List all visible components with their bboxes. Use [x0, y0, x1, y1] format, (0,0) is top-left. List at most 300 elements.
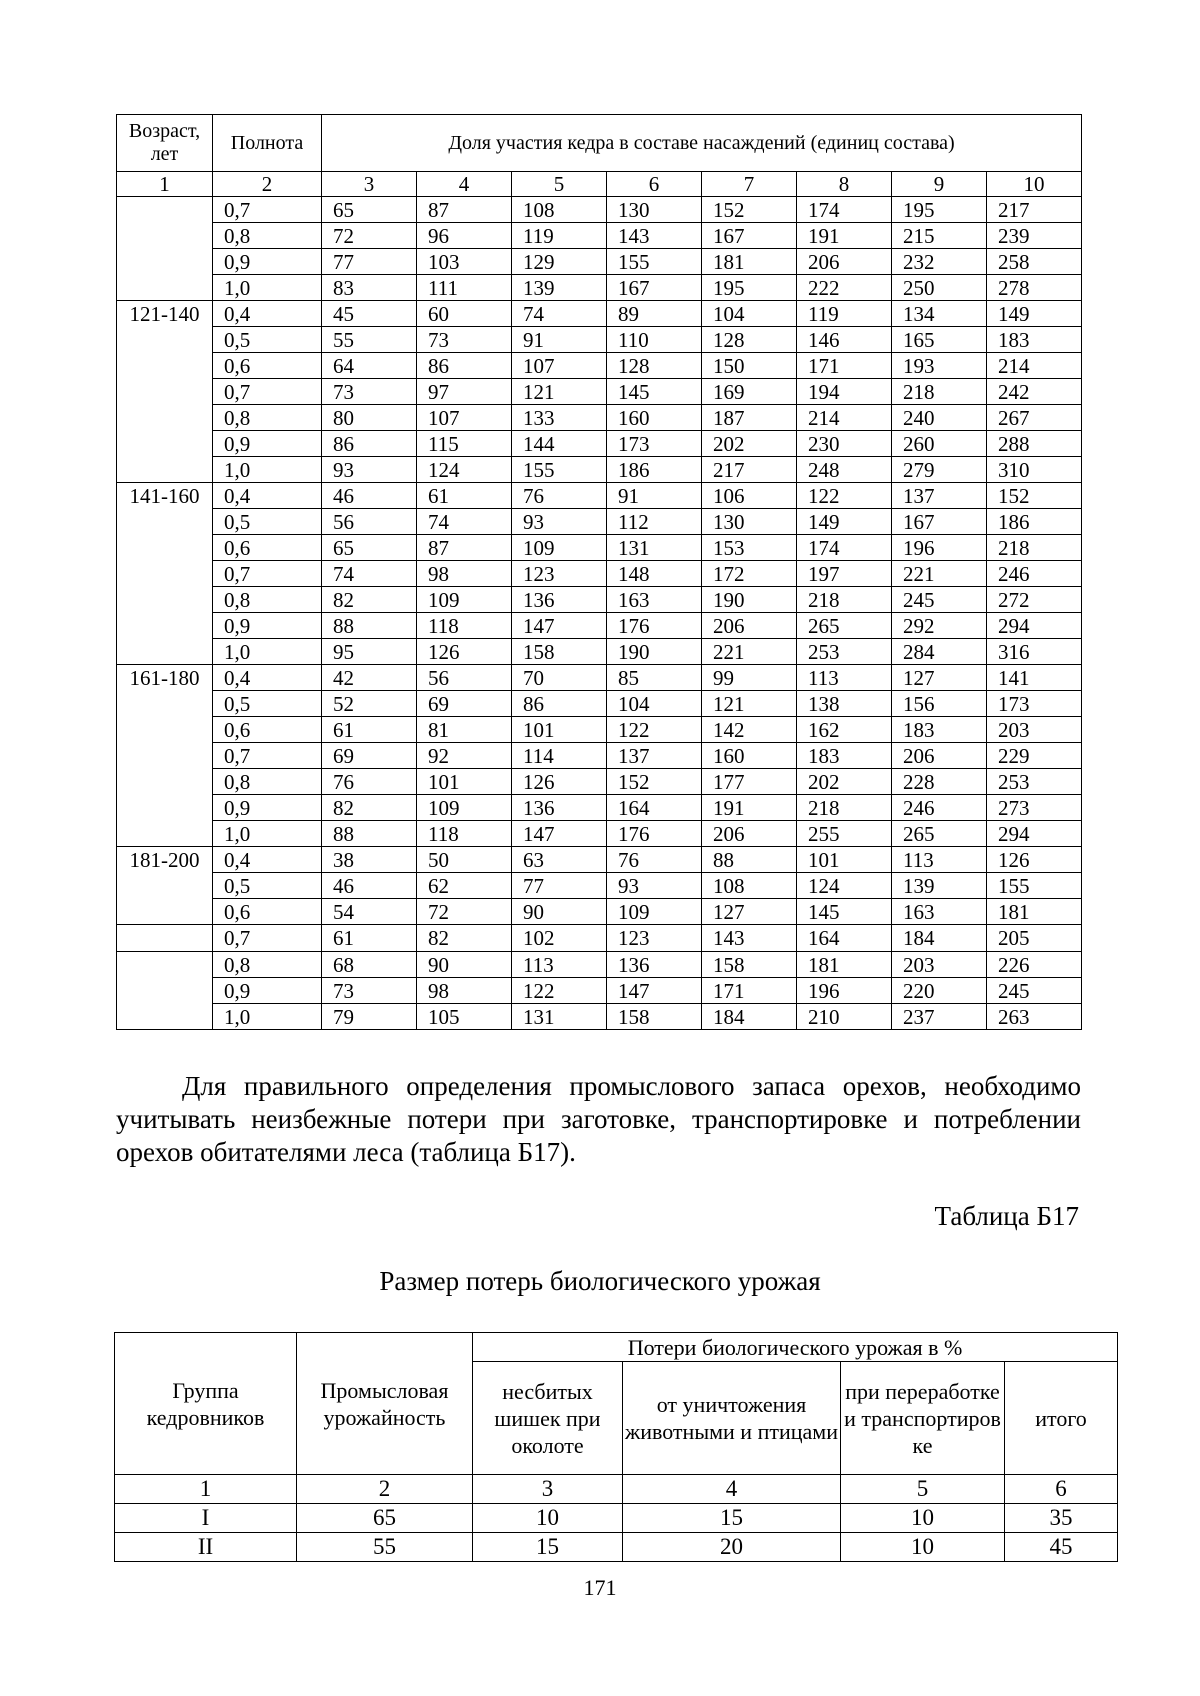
value-cell: 217	[702, 457, 797, 483]
header-animals: от уничтожения животными и птицами	[623, 1362, 841, 1475]
value-cell: 197	[797, 561, 892, 587]
value-cell: 183	[797, 743, 892, 769]
table-row	[117, 301, 1082, 327]
header-unbeaten: несбитых шишек при околоте	[473, 1362, 623, 1475]
value-cell: 50	[417, 847, 512, 873]
value-cell: 164	[797, 925, 892, 952]
value-cell: 119	[512, 223, 607, 249]
value-cell: 279	[892, 457, 987, 483]
column-number: 6	[1005, 1475, 1118, 1504]
value-cell: 10	[841, 1533, 1005, 1562]
value-cell: 133	[512, 405, 607, 431]
value-cell: 65	[297, 1504, 473, 1533]
value-cell: 55	[322, 327, 417, 353]
value-cell: 163	[607, 587, 702, 613]
table-row	[117, 717, 1082, 743]
density-cell: 0,4	[213, 483, 322, 509]
value-cell: 143	[607, 223, 702, 249]
value-cell: 113	[797, 665, 892, 691]
value-cell: 124	[797, 873, 892, 899]
column-number: 7	[702, 172, 797, 197]
value-cell: 232	[892, 249, 987, 275]
value-cell: 144	[512, 431, 607, 457]
age-cell: 121-140	[117, 301, 213, 483]
value-cell: 253	[797, 639, 892, 665]
value-cell: 129	[512, 249, 607, 275]
value-cell: 195	[892, 197, 987, 223]
column-number-row	[115, 1475, 1118, 1504]
value-cell: 237	[892, 1004, 987, 1030]
value-cell: 38	[322, 847, 417, 873]
value-cell: 122	[607, 717, 702, 743]
value-cell: 101	[797, 847, 892, 873]
density-cell: 0,7	[213, 743, 322, 769]
column-number: 5	[512, 172, 607, 197]
density-cell: 0,5	[213, 509, 322, 535]
value-cell: 138	[797, 691, 892, 717]
value-cell: 109	[417, 795, 512, 821]
value-cell: 218	[892, 379, 987, 405]
table-row	[117, 873, 1082, 899]
density-cell: 1,0	[213, 275, 322, 301]
value-cell: 103	[417, 249, 512, 275]
value-cell: 88	[322, 613, 417, 639]
value-cell: 139	[512, 275, 607, 301]
value-cell: 60	[417, 301, 512, 327]
header-density: Полнота	[213, 115, 322, 172]
value-cell: 10	[473, 1504, 623, 1533]
value-cell: 160	[702, 743, 797, 769]
value-cell: 122	[512, 978, 607, 1004]
value-cell: 278	[987, 275, 1082, 301]
value-cell: 109	[512, 535, 607, 561]
density-cell: 0,4	[213, 847, 322, 873]
value-cell: 91	[607, 483, 702, 509]
value-cell: 316	[987, 639, 1082, 665]
value-cell: 186	[607, 457, 702, 483]
value-cell: 104	[702, 301, 797, 327]
value-cell: 124	[417, 457, 512, 483]
header-processing: при переработке и транспортировке	[841, 1362, 1005, 1475]
density-cell: 0,8	[213, 769, 322, 795]
value-cell: 206	[892, 743, 987, 769]
value-cell: 83	[322, 275, 417, 301]
table-row	[117, 197, 1082, 223]
value-cell: 294	[987, 613, 1082, 639]
value-cell: 104	[607, 691, 702, 717]
density-cell: 0,5	[213, 327, 322, 353]
value-cell: 76	[607, 847, 702, 873]
density-cell: 0,7	[213, 197, 322, 223]
age-cell: 181-200	[117, 847, 213, 925]
value-cell: 99	[702, 665, 797, 691]
value-cell: 131	[512, 1004, 607, 1030]
table-row	[117, 821, 1082, 847]
value-cell: 73	[322, 379, 417, 405]
age-cell: 161-180	[117, 665, 213, 847]
value-cell: 245	[892, 587, 987, 613]
value-cell: 250	[892, 275, 987, 301]
density-cell: 1,0	[213, 639, 322, 665]
density-cell: 1,0	[213, 821, 322, 847]
value-cell: 80	[322, 405, 417, 431]
value-cell: 86	[512, 691, 607, 717]
value-cell: 111	[417, 275, 512, 301]
value-cell: 218	[797, 795, 892, 821]
value-cell: 63	[512, 847, 607, 873]
value-cell: 147	[512, 821, 607, 847]
value-cell: 152	[702, 197, 797, 223]
value-cell: 226	[987, 952, 1082, 978]
column-number: 1	[117, 172, 213, 197]
value-cell: 190	[702, 587, 797, 613]
value-cell: 65	[322, 197, 417, 223]
value-cell: 87	[417, 197, 512, 223]
age-cell	[117, 925, 213, 952]
value-cell: 52	[322, 691, 417, 717]
value-cell: 56	[417, 665, 512, 691]
value-cell: 255	[797, 821, 892, 847]
value-cell: 137	[892, 483, 987, 509]
column-number: 8	[797, 172, 892, 197]
value-cell: 164	[607, 795, 702, 821]
value-cell: 183	[892, 717, 987, 743]
page-number: 171	[583, 1575, 617, 1600]
value-cell: 176	[607, 821, 702, 847]
table-row	[117, 691, 1082, 717]
value-cell: 184	[892, 925, 987, 952]
value-cell: 214	[987, 353, 1082, 379]
value-cell: 160	[607, 405, 702, 431]
header-yield: Промысловая урожайность	[297, 1333, 473, 1475]
value-cell: 107	[512, 353, 607, 379]
value-cell: 54	[322, 899, 417, 925]
value-cell: 242	[987, 379, 1082, 405]
value-cell: 113	[512, 952, 607, 978]
value-cell: 196	[797, 978, 892, 1004]
value-cell: 136	[512, 587, 607, 613]
value-cell: 171	[797, 353, 892, 379]
value-cell: 126	[512, 769, 607, 795]
table-row	[117, 353, 1082, 379]
column-number: 5	[841, 1475, 1005, 1504]
table-row	[117, 925, 1082, 952]
value-cell: 203	[892, 952, 987, 978]
value-cell: 74	[512, 301, 607, 327]
value-cell: 202	[702, 431, 797, 457]
value-cell: 127	[702, 899, 797, 925]
value-cell: 62	[417, 873, 512, 899]
column-number: 3	[322, 172, 417, 197]
value-cell: 265	[892, 821, 987, 847]
table-row	[117, 275, 1082, 301]
value-cell: 101	[417, 769, 512, 795]
value-cell: 61	[322, 717, 417, 743]
value-cell: 152	[607, 769, 702, 795]
value-cell: 139	[892, 873, 987, 899]
value-cell: 284	[892, 639, 987, 665]
value-cell: 147	[607, 978, 702, 1004]
value-cell: 109	[607, 899, 702, 925]
value-cell: 167	[892, 509, 987, 535]
value-cell: 81	[417, 717, 512, 743]
value-cell: 218	[797, 587, 892, 613]
column-number: 2	[297, 1475, 473, 1504]
table-row	[117, 1004, 1082, 1030]
value-cell: 69	[417, 691, 512, 717]
table-header-row	[117, 115, 1082, 172]
table-row	[115, 1504, 1118, 1533]
table-row	[117, 405, 1082, 431]
value-cell: 130	[702, 509, 797, 535]
value-cell: 158	[512, 639, 607, 665]
value-cell: 122	[797, 483, 892, 509]
header-share: Доля участия кедра в составе насаждений (единиц состава)	[322, 115, 1082, 172]
value-cell: 55	[297, 1533, 473, 1562]
column-number: 4	[623, 1475, 841, 1504]
value-cell: 130	[607, 197, 702, 223]
age-cell	[117, 952, 213, 1030]
value-cell: 118	[417, 613, 512, 639]
value-cell: 136	[512, 795, 607, 821]
value-cell: 206	[702, 821, 797, 847]
value-cell: 88	[702, 847, 797, 873]
value-cell: 98	[417, 561, 512, 587]
density-cell: 0,8	[213, 952, 322, 978]
value-cell: 245	[987, 978, 1082, 1004]
value-cell: 20	[623, 1533, 841, 1562]
table-row	[117, 483, 1082, 509]
value-cell: 127	[892, 665, 987, 691]
value-cell: 163	[892, 899, 987, 925]
value-cell: 35	[1005, 1504, 1118, 1533]
value-cell: 288	[987, 431, 1082, 457]
value-cell: 158	[607, 1004, 702, 1030]
value-cell: 70	[512, 665, 607, 691]
table-row	[117, 379, 1082, 405]
value-cell: 136	[607, 952, 702, 978]
value-cell: 85	[607, 665, 702, 691]
density-cell: 0,9	[213, 978, 322, 1004]
value-cell: 149	[797, 509, 892, 535]
density-cell: 0,7	[213, 561, 322, 587]
value-cell: 258	[987, 249, 1082, 275]
value-cell: 107	[417, 405, 512, 431]
value-cell: 181	[702, 249, 797, 275]
value-cell: 76	[322, 769, 417, 795]
value-cell: 218	[987, 535, 1082, 561]
age-cell: 141-160	[117, 483, 213, 665]
value-cell: 102	[512, 925, 607, 952]
value-cell: 145	[607, 379, 702, 405]
value-cell: 82	[322, 587, 417, 613]
table-row	[117, 665, 1082, 691]
value-cell: 15	[623, 1504, 841, 1533]
table-row	[117, 978, 1082, 1004]
value-cell: 134	[892, 301, 987, 327]
value-cell: 202	[797, 769, 892, 795]
header-total: итого	[1005, 1362, 1118, 1475]
value-cell: 206	[702, 613, 797, 639]
value-cell: 230	[797, 431, 892, 457]
value-cell: 68	[322, 952, 417, 978]
value-cell: 131	[607, 535, 702, 561]
value-cell: 82	[417, 925, 512, 952]
value-cell: I	[115, 1504, 297, 1533]
value-cell: 74	[417, 509, 512, 535]
density-cell: 0,5	[213, 691, 322, 717]
value-cell: 45	[322, 301, 417, 327]
value-cell: 126	[987, 847, 1082, 873]
table-row	[117, 431, 1082, 457]
table-row	[117, 249, 1082, 275]
value-cell: 246	[987, 561, 1082, 587]
value-cell: 273	[987, 795, 1082, 821]
table-row	[117, 743, 1082, 769]
value-cell: 173	[987, 691, 1082, 717]
value-cell: 73	[417, 327, 512, 353]
value-cell: 294	[987, 821, 1082, 847]
value-cell: 174	[797, 535, 892, 561]
value-cell: 93	[512, 509, 607, 535]
value-cell: 105	[417, 1004, 512, 1030]
table-row	[117, 223, 1082, 249]
value-cell: 195	[702, 275, 797, 301]
density-cell: 0,6	[213, 535, 322, 561]
value-cell: 115	[417, 431, 512, 457]
yield-table	[116, 114, 1082, 1030]
table-row	[117, 587, 1082, 613]
value-cell: 97	[417, 379, 512, 405]
table-row	[117, 509, 1082, 535]
value-cell: 222	[797, 275, 892, 301]
table-row	[117, 457, 1082, 483]
value-cell: 177	[702, 769, 797, 795]
value-cell: 194	[797, 379, 892, 405]
value-cell: 121	[512, 379, 607, 405]
density-cell: 0,7	[213, 379, 322, 405]
value-cell: 196	[892, 535, 987, 561]
density-cell: 0,9	[213, 613, 322, 639]
density-cell: 0,4	[213, 665, 322, 691]
value-cell: 214	[797, 405, 892, 431]
table-row	[117, 613, 1082, 639]
value-cell: 220	[892, 978, 987, 1004]
value-cell: 143	[702, 925, 797, 952]
table-label: Таблица Б17	[934, 1201, 1079, 1231]
value-cell: 193	[892, 353, 987, 379]
value-cell: 174	[797, 197, 892, 223]
value-cell: 42	[322, 665, 417, 691]
value-cell: 146	[797, 327, 892, 353]
density-cell: 1,0	[213, 457, 322, 483]
value-cell: 248	[797, 457, 892, 483]
value-cell: 267	[987, 405, 1082, 431]
header-losses: Потери биологического урожая в %	[473, 1333, 1118, 1362]
value-cell: 240	[892, 405, 987, 431]
value-cell: 190	[607, 639, 702, 665]
value-cell: 87	[417, 535, 512, 561]
value-cell: 113	[892, 847, 987, 873]
value-cell: 74	[322, 561, 417, 587]
value-cell: 121	[702, 691, 797, 717]
value-cell: 155	[987, 873, 1082, 899]
value-cell: 61	[417, 483, 512, 509]
value-cell: 95	[322, 639, 417, 665]
value-cell: 156	[892, 691, 987, 717]
value-cell: 72	[417, 899, 512, 925]
value-cell: 165	[892, 327, 987, 353]
table-row	[117, 561, 1082, 587]
value-cell: 45	[1005, 1533, 1118, 1562]
table-row	[117, 795, 1082, 821]
value-cell: 162	[797, 717, 892, 743]
value-cell: 205	[987, 925, 1082, 952]
density-cell: 0,8	[213, 405, 322, 431]
value-cell: 86	[417, 353, 512, 379]
value-cell: 106	[702, 483, 797, 509]
table-header-row	[115, 1333, 1118, 1362]
value-cell: 110	[607, 327, 702, 353]
value-cell: 210	[797, 1004, 892, 1030]
value-cell: 253	[987, 769, 1082, 795]
value-cell: 69	[322, 743, 417, 769]
table-row	[117, 952, 1082, 978]
value-cell: 181	[797, 952, 892, 978]
value-cell: 203	[987, 717, 1082, 743]
value-cell: 93	[607, 873, 702, 899]
value-cell: 126	[417, 639, 512, 665]
value-cell: 56	[322, 509, 417, 535]
column-number: 1	[115, 1475, 297, 1504]
value-cell: 141	[987, 665, 1082, 691]
value-cell: 123	[607, 925, 702, 952]
value-cell: 76	[512, 483, 607, 509]
value-cell: 92	[417, 743, 512, 769]
value-cell: 217	[987, 197, 1082, 223]
body-paragraph: Для правильного определения промыслового запаса орехов, необходимо учитывать неизбежные потери при заготовке, транспортировке и потреблении орехов обитателями леса (таблица Б17).	[116, 1071, 1081, 1167]
value-cell: 260	[892, 431, 987, 457]
value-cell: 171	[702, 978, 797, 1004]
value-cell: 181	[987, 899, 1082, 925]
table-row	[117, 899, 1082, 925]
value-cell: 292	[892, 613, 987, 639]
density-cell: 0,6	[213, 353, 322, 379]
value-cell: 96	[417, 223, 512, 249]
density-cell: 0,4	[213, 301, 322, 327]
value-cell: 184	[702, 1004, 797, 1030]
density-cell: 0,6	[213, 717, 322, 743]
value-cell: 173	[607, 431, 702, 457]
table-row	[117, 847, 1082, 873]
density-cell: 0,8	[213, 223, 322, 249]
value-cell: 155	[607, 249, 702, 275]
header-group: Группа кедровников	[115, 1333, 297, 1475]
value-cell: 101	[512, 717, 607, 743]
value-cell: 158	[702, 952, 797, 978]
density-cell: 0,8	[213, 587, 322, 613]
density-cell: 0,9	[213, 249, 322, 275]
value-cell: 119	[797, 301, 892, 327]
table-row	[115, 1533, 1118, 1562]
density-cell: 0,9	[213, 795, 322, 821]
value-cell: 108	[702, 873, 797, 899]
value-cell: 206	[797, 249, 892, 275]
value-cell: 265	[797, 613, 892, 639]
value-cell: 86	[322, 431, 417, 457]
value-cell: 123	[512, 561, 607, 587]
value-cell: 93	[322, 457, 417, 483]
